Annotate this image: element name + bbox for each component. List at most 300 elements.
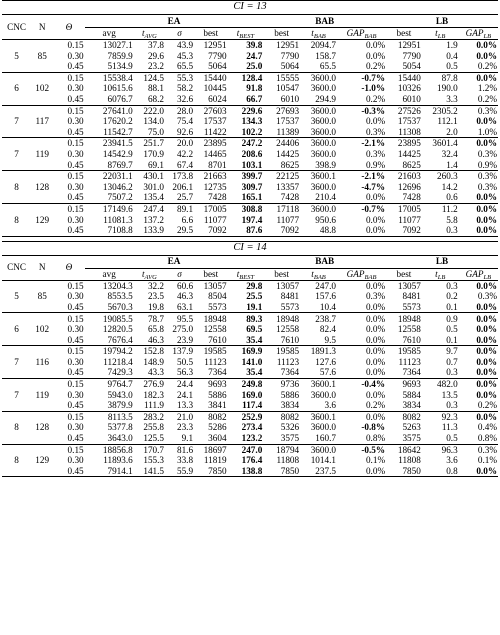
t-lb-cell: 0.1 (422, 335, 459, 346)
bab-best-cell: 3834 (263, 400, 300, 411)
lb-best-cell: 6010 (386, 94, 422, 105)
t-best-cell: 39.8 (246, 40, 263, 51)
theta-cell: 0.15 (67, 138, 84, 149)
gap-lb-cell: 1.2% (477, 83, 497, 94)
gap-lb-cell: 0.0% (459, 367, 498, 378)
t-avg-cell: 135.4 (134, 192, 165, 203)
gap-bab-header-subscript: BAB (364, 273, 377, 281)
theta-cell: 0.30 (67, 389, 84, 400)
best-cell: 3841 (194, 400, 228, 411)
t-avg-cell: 69.1 (134, 160, 165, 171)
t-avg-cell: 283.2 (143, 411, 165, 422)
t-avg-cell: 137.2 (143, 214, 165, 225)
best-cell: 23895 (203, 138, 227, 149)
avg-cell: 9764.7 (107, 379, 133, 390)
bab-best-cell: 18794 (276, 444, 300, 455)
theta-cell: 0.30 (67, 214, 84, 225)
t-best-cell: 19.1 (228, 302, 264, 313)
gap-lb-cell: 0.0% (476, 379, 497, 390)
n-cell: 85 (31, 280, 53, 313)
gap-lb-cell: 0.0% (476, 214, 497, 225)
avg-cell: 7507.2 (85, 192, 134, 203)
bab-best-cell: 24406 (276, 138, 300, 149)
t-lb-cell: 0.4 (446, 50, 458, 61)
n-cell: 119 (31, 379, 53, 412)
gap-bab-cell: 0.0% (365, 389, 386, 400)
t-bab-cell: 247.0 (315, 280, 336, 291)
bab-best-cell: 10547 (276, 83, 300, 94)
t-bab-cell: 210.4 (300, 192, 337, 203)
cnc-header: CNC (2, 15, 31, 40)
t-bab-header-text: t (311, 268, 314, 279)
best-cell: 13057 (203, 280, 227, 291)
t-bab-cell: 65.5 (300, 61, 337, 72)
avg-cell: 17149.6 (102, 203, 133, 214)
bab-best-cell: 7610 (263, 335, 300, 346)
cnc-cell: 8 (2, 444, 31, 477)
t-lb-cell: 3601.4 (432, 138, 458, 149)
t-lb-cell: 0.3 (422, 367, 459, 378)
t-best-cell: 249.8 (241, 379, 263, 390)
gap-bab-cell: 0.2% (337, 400, 386, 411)
gap-lb-cell: 0.0% (476, 280, 497, 291)
avg-cell: 7676.4 (85, 335, 134, 346)
best-cell: 6024 (194, 94, 228, 105)
lb-best-cell: 8481 (402, 291, 421, 302)
lb-best-cell: 17005 (397, 203, 421, 214)
t-avg-cell: 430.1 (143, 171, 165, 182)
t-avg-cell: 251.7 (143, 138, 165, 149)
lb-best-cell: 5884 (402, 389, 421, 400)
gap-bab-cell: 0.0% (337, 302, 386, 313)
bab-best-cell: 15555 (276, 72, 300, 83)
avg-header: avg (85, 28, 134, 40)
t-bab-cell: 3600.1 (310, 411, 336, 422)
bab-best-cell: 19585 (276, 346, 300, 357)
table-row (2, 116, 498, 127)
sigma-cell: 75.4 (176, 116, 194, 127)
gap-bab-cell: 0.0% (365, 346, 386, 357)
t-bab-cell: 1014.1 (310, 455, 336, 466)
t-best-cell: 89.3 (246, 313, 263, 324)
t-best-cell: 117.4 (228, 400, 264, 411)
n-cell: 102 (31, 72, 53, 105)
theta-cell: 0.45 (53, 367, 84, 378)
best-cell: 9693 (208, 379, 227, 390)
t-bab-cell: 3600.0 (300, 127, 337, 138)
best-cell: 10445 (203, 83, 227, 94)
t-best-cell: 69.5 (246, 324, 263, 335)
table-row (2, 280, 498, 291)
sigma-cell: 9.1 (165, 433, 194, 444)
t-lb-cell: 96.3 (441, 444, 458, 455)
t-best-cell: 134.3 (241, 116, 263, 127)
theta-cell: 0.45 (53, 225, 84, 236)
sigma-cell: 173.8 (172, 171, 194, 182)
table-row (2, 225, 498, 236)
t-best-cell: 309.7 (241, 181, 263, 192)
t-best-header-text: t (236, 28, 240, 39)
avg-cell: 22031.1 (102, 171, 133, 182)
t-lb-cell: 0.7 (446, 356, 458, 367)
lb-best-cell: 14425 (397, 148, 421, 159)
t-best-cell: 273.4 (241, 422, 263, 433)
gap-lb-cell: 0.0% (476, 40, 497, 51)
t-lb-cell: 0.5 (422, 61, 459, 72)
avg-cell: 13046.2 (102, 181, 133, 192)
avg-cell: 14542.9 (102, 148, 133, 159)
t-bab-header (300, 268, 337, 280)
theta-cell: 0.30 (67, 181, 84, 192)
t-best-header-subscript: BEST (239, 33, 255, 41)
theta-cell: 0.15 (67, 105, 84, 116)
gap-bab-header (337, 28, 386, 40)
table-row (2, 433, 498, 444)
t-lb-header-text: t (435, 268, 438, 279)
gap-lb-cell: 0.3% (477, 291, 497, 302)
sigma-cell: 89.1 (176, 203, 194, 214)
gap-lb-header-subscript: LB (483, 33, 492, 41)
sigma-cell: 60.6 (176, 280, 194, 291)
gap-bab-cell: -1.0% (361, 83, 386, 94)
t-lb-header-text: t (435, 28, 438, 39)
t-best-cell: 128.4 (241, 72, 263, 83)
t-bab-cell: 3600.0 (310, 105, 336, 116)
t-avg-cell: 170.9 (143, 148, 165, 159)
bab-best-cell: 7850 (263, 466, 300, 477)
best-cell: 27603 (203, 105, 227, 116)
gap-bab-cell: 0.3% (365, 148, 386, 159)
ea-header: EA (85, 255, 264, 268)
n-cell: 119 (31, 138, 53, 171)
t-best-cell: 208.6 (241, 148, 263, 159)
cnc-cell: 7 (2, 346, 31, 379)
lb-best-cell: 11308 (386, 127, 422, 138)
t-bab-cell: 3600.0 (310, 116, 336, 127)
gap-bab-cell: -2.1% (361, 138, 386, 149)
t-avg-cell: 133.9 (134, 225, 165, 236)
bab-best-cell: 7092 (263, 225, 300, 236)
cnc-cell: 7 (2, 138, 31, 171)
theta-cell: 0.45 (53, 335, 84, 346)
t-avg-cell: 32.2 (147, 280, 165, 291)
table-row (2, 215, 498, 226)
lb-best-cell: 11077 (398, 214, 421, 225)
t-best-cell: 35.4 (228, 367, 264, 378)
avg-cell: 18856.8 (102, 444, 133, 455)
bab-best-cell: 11077 (276, 214, 300, 225)
bab-best-cell: 9736 (280, 379, 300, 390)
lb-best-cell: 7364 (386, 367, 422, 378)
n-cell: 85 (31, 40, 53, 73)
bab-best-cell: 13057 (276, 280, 300, 291)
lb-best-cell: 8082 (402, 411, 421, 422)
gap-bab-cell: 0.2% (337, 94, 386, 105)
cnc-cell: 7 (2, 379, 31, 412)
lb-best-header: best (386, 268, 422, 280)
gap-lb-cell: 0.3% (477, 105, 497, 116)
theta-cell: 0.15 (67, 444, 84, 455)
theta-cell: 0.45 (53, 94, 84, 105)
t-bab-cell: 3600.0 (310, 444, 336, 455)
sigma-cell: 42.2 (176, 148, 194, 159)
gap-bab-cell: 0.2% (337, 61, 386, 72)
sigma-cell: 6.6 (181, 214, 194, 225)
best-cell: 17537 (203, 116, 227, 127)
gap-bab-cell: 0.3% (365, 291, 386, 302)
gap-bab-cell: 0.0% (365, 116, 386, 127)
gap-bab-cell: 0.0% (365, 50, 386, 61)
gap-bab-cell: 0.0% (365, 356, 386, 367)
t-bab-cell: 10.4 (300, 302, 337, 313)
gap-bab-cell: 0.0% (365, 324, 386, 335)
lb-best-cell: 7610 (386, 335, 422, 346)
theta-cell: 0.30 (67, 356, 84, 367)
t-best-cell: 169.9 (241, 346, 263, 357)
lb-best-cell: 7790 (402, 50, 421, 61)
cnc-cell: 8 (2, 203, 31, 236)
lb-best-cell: 11808 (398, 455, 421, 466)
t-lb-cell: 2305.2 (432, 105, 458, 116)
t-lb-cell: 0.5 (422, 433, 459, 444)
best-cell: 7364 (194, 367, 228, 378)
t-avg-cell: 37.8 (147, 40, 165, 51)
lb-best-cell: 12558 (397, 324, 421, 335)
gap-lb-cell: 0.2% (459, 61, 498, 72)
t-avg-cell: 111.9 (134, 400, 165, 411)
gap-lb-cell: 0.8% (459, 433, 498, 444)
t-best-cell: 103.1 (228, 160, 264, 171)
table-row (2, 466, 498, 477)
avg-cell: 11218.4 (103, 356, 133, 367)
lb-best-cell: 12696 (397, 181, 421, 192)
t-bab-cell: 9.5 (300, 335, 337, 346)
table-row (2, 313, 498, 324)
gap-lb-cell: 0.0% (459, 335, 498, 346)
lb-best-cell: 21603 (397, 171, 421, 182)
gap-lb-cell: 0.0% (476, 346, 497, 357)
section-title: CI = 13 (2, 1, 498, 15)
bab-best-cell: 12951 (276, 40, 300, 51)
table-row (2, 367, 498, 378)
gap-lb-cell: 0.0% (476, 50, 497, 61)
n-cell: 128 (31, 411, 53, 444)
sigma-header: σ (165, 28, 194, 40)
t-bab-cell: 3600.0 (310, 72, 336, 83)
t-avg-cell: 46.3 (134, 335, 165, 346)
bab-best-cell: 27693 (276, 105, 300, 116)
n-cell: 128 (31, 171, 53, 204)
gap-bab-cell: -0.4% (361, 379, 386, 390)
best-cell: 8082 (208, 411, 227, 422)
sigma-cell: 81.6 (176, 444, 194, 455)
avg-cell: 5377.8 (107, 422, 133, 433)
table-row (2, 40, 498, 51)
t-bab-cell: 160.7 (300, 433, 337, 444)
bab-best-header: best (263, 268, 300, 280)
bab-best-cell: 11808 (276, 455, 300, 466)
sigma-cell: 67.4 (165, 160, 194, 171)
gap-lb-header-text: GAP (465, 268, 484, 279)
avg-cell: 11081.3 (103, 214, 133, 225)
t-lb-header-subscript: LB (437, 33, 446, 41)
bab-best-cell: 5573 (263, 302, 300, 313)
gap-lb-cell: 0.1% (477, 455, 497, 466)
table-row (2, 149, 498, 160)
t-bab-header-text: t (311, 28, 314, 39)
t-best-cell: 91.8 (246, 83, 263, 94)
best-cell: 7428 (194, 192, 228, 203)
lb-best-cell: 12951 (397, 40, 421, 51)
theta-cell: 0.45 (53, 192, 84, 203)
t-best-cell: 165.1 (228, 192, 264, 203)
best-cell: 21663 (203, 171, 227, 182)
sigma-cell: 24.4 (176, 379, 194, 390)
bab-header: BAB (263, 255, 386, 268)
lb-best-cell: 11123 (398, 356, 421, 367)
t-best-cell: 229.6 (241, 105, 263, 116)
sigma-cell: 21.0 (176, 411, 194, 422)
t-best-cell: 197.4 (241, 214, 263, 225)
t-avg-cell: 43.3 (134, 367, 165, 378)
t-avg-cell: 222.0 (143, 105, 165, 116)
avg-cell: 8553.5 (107, 291, 133, 302)
t-lb-cell: 87.8 (441, 72, 458, 83)
table-row (2, 94, 498, 105)
t-lb-cell: 11.2 (441, 203, 458, 214)
t-bab-cell: 237.5 (300, 466, 337, 477)
t-best-cell: 141.0 (241, 356, 263, 367)
sigma-cell: 58.2 (176, 83, 194, 94)
gap-bab-cell: 0.0% (337, 192, 386, 203)
table-row (2, 324, 498, 335)
best-cell: 15440 (203, 72, 227, 83)
gap-lb-cell: 0.0% (476, 203, 497, 214)
table-row (2, 291, 498, 302)
theta-cell: 0.30 (67, 50, 84, 61)
t-avg-header-text: t (141, 268, 145, 279)
avg-cell: 7914.1 (85, 466, 134, 477)
t-lb-cell: 9.7 (446, 346, 458, 357)
gap-bab-cell: 0.0% (337, 367, 386, 378)
t-avg-cell: 29.6 (147, 50, 165, 61)
t-avg-cell: 75.0 (134, 127, 165, 138)
best-cell: 5886 (208, 389, 227, 400)
t-avg-cell: 124.5 (143, 72, 165, 83)
t-avg-cell: 301.0 (143, 181, 165, 192)
section-title-row (2, 241, 498, 255)
t-avg-cell: 65.8 (147, 324, 165, 335)
lb-best-cell: 23895 (397, 138, 421, 149)
best-cell: 5286 (208, 422, 227, 433)
sigma-cell: 63.1 (165, 302, 194, 313)
gap-bab-cell: -2.1% (361, 171, 386, 182)
sigma-cell: 45.3 (176, 50, 194, 61)
bab-best-cell: 14425 (276, 148, 300, 159)
t-bab-cell: 3600.0 (310, 389, 336, 400)
t-avg-cell: 125.5 (134, 433, 165, 444)
bab-best-cell: 5326 (280, 422, 300, 433)
bab-best-cell: 7790 (280, 50, 300, 61)
t-bab-cell: 3600.1 (310, 171, 336, 182)
sigma-cell: 55.9 (165, 466, 194, 477)
lb-best-cell: 9693 (402, 379, 421, 390)
t-lb-cell: 3.3 (422, 94, 459, 105)
sigma-cell: 28.0 (176, 105, 194, 116)
table-row (2, 203, 498, 214)
sigma-cell: 20.0 (176, 138, 194, 149)
theta-cell: 0.15 (67, 171, 84, 182)
best-cell: 12558 (203, 324, 227, 335)
lb-best-cell: 3575 (386, 433, 422, 444)
theta-cell: 0.15 (67, 72, 84, 83)
sigma-cell: 23.9 (165, 335, 194, 346)
sigma-cell: 275.0 (172, 324, 194, 335)
gap-lb-cell: 0.2% (459, 400, 498, 411)
gap-lb-cell: 0.0% (476, 138, 497, 149)
cnc-cell: 5 (2, 280, 31, 313)
n-cell: 117 (31, 105, 53, 138)
bab-best-header: best (263, 28, 300, 40)
gap-lb-header (459, 268, 498, 280)
theta-cell: 0.45 (53, 400, 84, 411)
t-lb-cell: 2.0 (422, 127, 459, 138)
best-cell: 5573 (194, 302, 228, 313)
lb-best-header: best (386, 28, 422, 40)
theta-cell: 0.45 (53, 160, 84, 171)
t-avg-header (134, 28, 165, 40)
bab-best-cell: 6010 (263, 94, 300, 105)
best-cell: 12735 (203, 181, 227, 192)
t-best-cell: 169.0 (241, 389, 263, 400)
gap-bab-cell: -0.5% (361, 444, 386, 455)
gap-bab-header-text: GAP (346, 28, 365, 39)
sigma-cell: 23.3 (176, 422, 194, 433)
gap-lb-cell: 0.0% (459, 192, 498, 203)
best-cell: 11422 (194, 127, 228, 138)
avg-cell: 5943.0 (107, 389, 133, 400)
t-bab-cell: 3.6 (300, 400, 337, 411)
avg-cell: 17620.2 (102, 116, 133, 127)
avg-cell: 3643.0 (85, 433, 134, 444)
t-bab-cell: 3600.0 (310, 422, 336, 433)
cnc-cell: 6 (2, 313, 31, 346)
gap-lb-cell: 0.9% (459, 160, 498, 171)
lb-best-cell: 8625 (386, 160, 422, 171)
table-row (2, 138, 498, 149)
theta-cell: 0.45 (53, 466, 84, 477)
cnc-cell: 5 (2, 40, 31, 73)
t-avg-cell: 155.3 (143, 455, 165, 466)
sigma-cell: 92.6 (165, 127, 194, 138)
t-lb-cell: 92.3 (441, 411, 458, 422)
lb-best-cell: 18948 (397, 313, 421, 324)
best-cell: 7092 (194, 225, 228, 236)
avg-cell: 11542.7 (85, 127, 134, 138)
theta-cell: 0.15 (67, 203, 84, 214)
t-lb-header (422, 268, 459, 280)
t-bab-header (300, 28, 337, 40)
best-cell: 18948 (203, 313, 227, 324)
cnc-cell: 6 (2, 72, 31, 105)
t-bab-cell: 238.7 (315, 313, 336, 324)
section-title: CI = 14 (2, 241, 498, 255)
gap-bab-cell: 0.3% (337, 127, 386, 138)
t-avg-cell: 255.8 (143, 422, 165, 433)
t-lb-cell: 0.1 (422, 302, 459, 313)
lb-best-cell: 5573 (386, 302, 422, 313)
gap-lb-cell: 0.3% (477, 181, 497, 192)
